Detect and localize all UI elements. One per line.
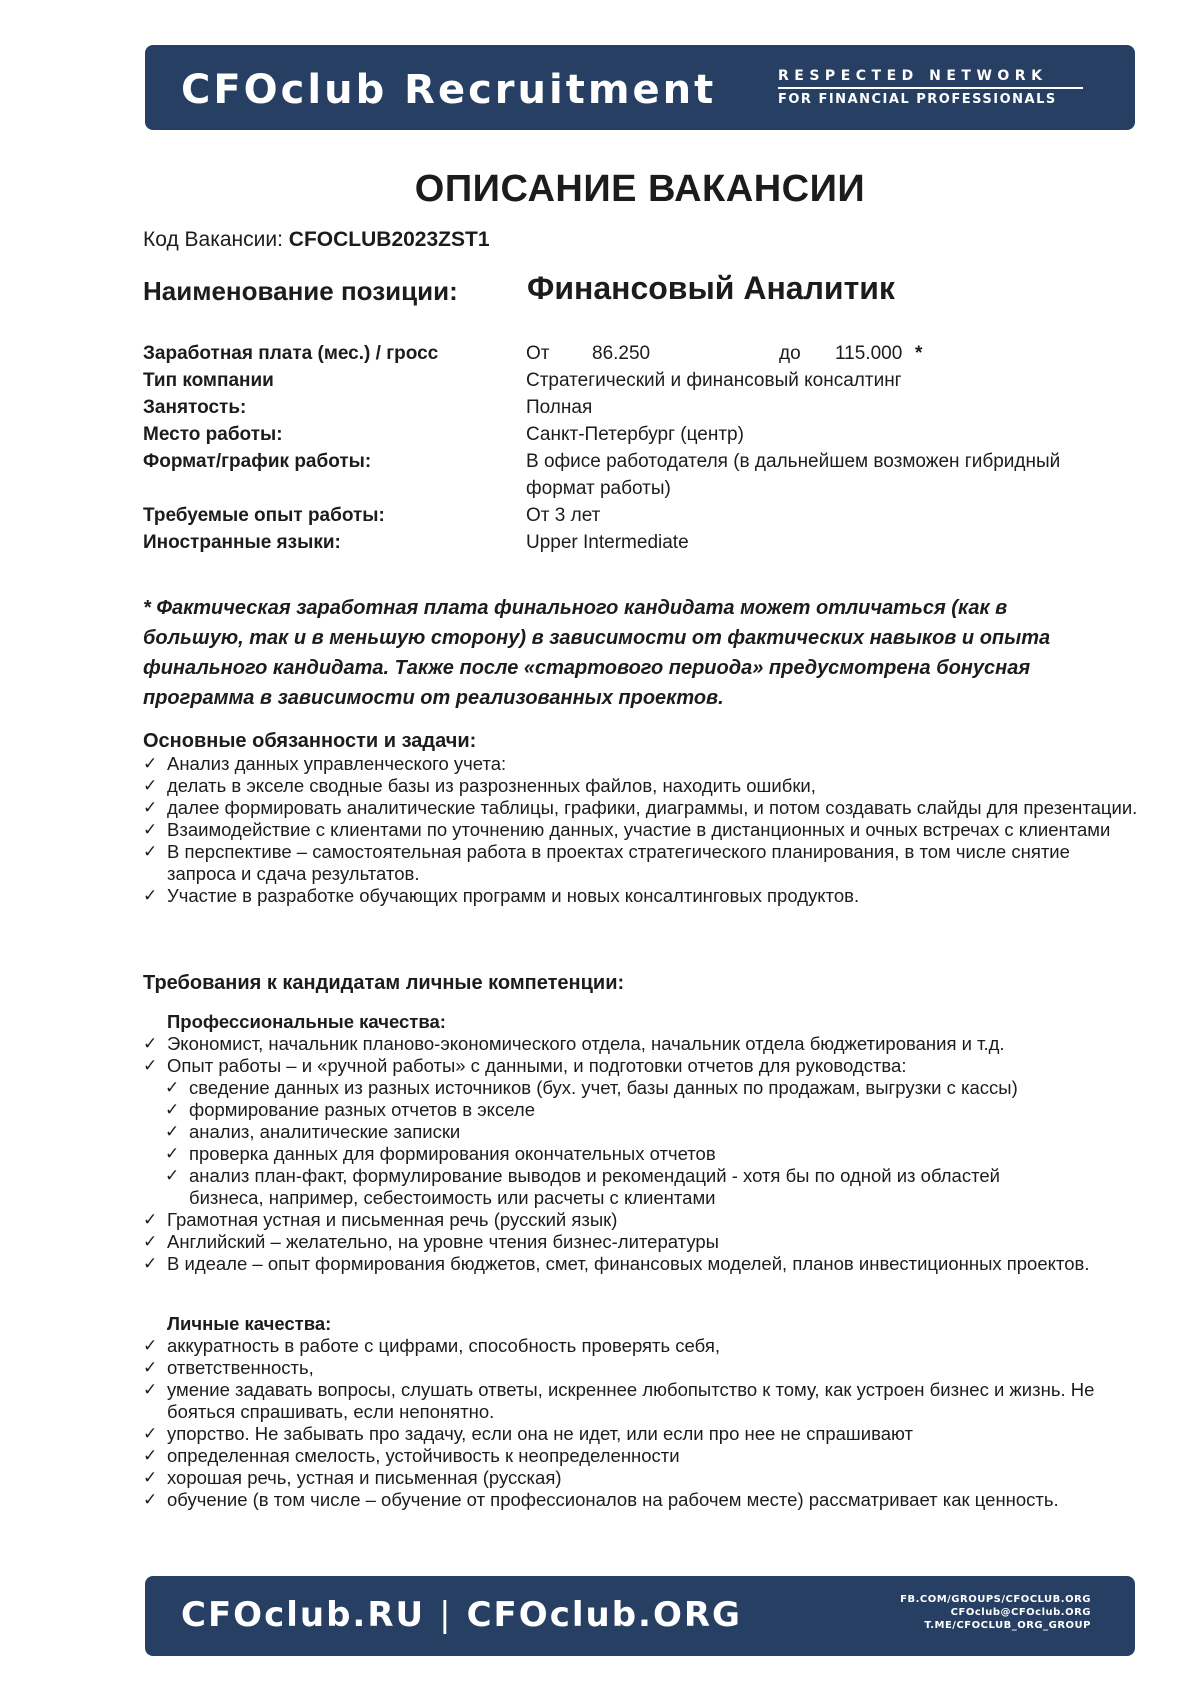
detail-label: Занятость: xyxy=(143,397,247,418)
list-item xyxy=(143,1033,1143,1055)
footer-contacts xyxy=(900,1593,1091,1632)
detail-row xyxy=(143,421,1133,448)
salary-note: * Фактическая заработная плата финального кандидата может отличаться (как в большую, так и в меньшую сторону) в зависимости от фактических навыков и опыта финального кандидата. Также после «стартового периода» предусмотрена бонусная программа в зависимости от реализованных проектов. xyxy=(143,597,1051,709)
detail-row-salary xyxy=(143,340,1133,367)
email-link[interactable]: CFOclub@CFOclub.ORG xyxy=(950,1607,1091,1618)
list-item xyxy=(165,1143,1143,1165)
list-item xyxy=(143,775,1143,797)
list-item-text: умение задавать вопросы, слушать ответы, искреннее любопытство к тому, как устроен бизнес и жизнь. Не бояться спрашивать, если непонятно. xyxy=(167,1379,1095,1422)
list-item-text: Опыт работы – и «ручной работы» с данными, и подготовки отчетов для руководства: xyxy=(167,1055,907,1076)
list-item xyxy=(143,1231,1143,1253)
list-item-text: проверка данных для формирования окончательных отчетов xyxy=(189,1143,716,1164)
check-icon: ✓ xyxy=(143,754,158,773)
list-item xyxy=(165,1099,1143,1121)
brand-logo: CFOclub Recruitment xyxy=(181,67,717,113)
list-item xyxy=(143,1055,1143,1077)
detail-label: Формат/график работы: xyxy=(143,451,372,472)
salary-mark: * xyxy=(915,343,923,364)
list-item-text: делать в экселе сводные базы из разрозненных файлов, находить ошибки, xyxy=(167,775,816,796)
list-item-text: формирование разных отчетов в экселе xyxy=(189,1099,535,1120)
vacancy-code xyxy=(143,228,490,252)
detail-row xyxy=(143,448,1133,502)
check-icon: ✓ xyxy=(143,1254,158,1273)
professional-list xyxy=(143,1011,1143,1275)
detail-row xyxy=(143,529,1133,556)
check-icon: ✓ xyxy=(143,842,158,861)
check-icon: ✓ xyxy=(143,798,158,817)
list-item xyxy=(143,1357,1143,1379)
duties-list xyxy=(143,753,1143,907)
list-item xyxy=(143,1335,1143,1357)
list-item-text: анализ, аналитические записки xyxy=(189,1121,461,1142)
list-item-text: Экономист, начальник планово-экономического отдела, начальник отдела бюджетирования и т.д. xyxy=(167,1033,1005,1054)
detail-label: Иностранные языки: xyxy=(143,532,341,553)
tagline-line2: FOR FINANCIAL PROFESSIONALS xyxy=(778,92,1057,107)
detail-value: Upper Intermediate xyxy=(526,532,689,553)
list-item xyxy=(143,1467,1143,1489)
list-item-text: обучение (в том числе – обучение от профессионалов на рабочем месте) рассматривает как ценность. xyxy=(167,1489,1059,1510)
list-item xyxy=(143,1489,1143,1511)
list-item-text: аккуратность в работе с цифрами, способность проверять себя, xyxy=(167,1335,720,1356)
list-item xyxy=(143,753,1143,775)
list-item xyxy=(143,1379,1143,1423)
list-item xyxy=(143,1445,1143,1467)
detail-row xyxy=(143,394,1133,421)
list-item-text: Грамотная устная и письменная речь (русский язык) xyxy=(167,1209,618,1230)
check-icon: ✓ xyxy=(165,1166,180,1185)
header-banner xyxy=(145,45,1135,130)
personal-title: Личные качества: xyxy=(167,1313,332,1334)
position-label: Наименование позиции: xyxy=(143,276,458,306)
check-icon: ✓ xyxy=(143,1446,158,1465)
list-item xyxy=(165,1121,1143,1143)
list-item xyxy=(143,819,1143,841)
list-item-text: далее формировать аналитические таблицы, графики, диаграммы, и потом создавать слайды для презентации. xyxy=(167,797,1138,818)
brand-tagline xyxy=(778,68,1083,107)
list-item xyxy=(143,885,1143,907)
detail-value: Стратегический и финансовый консалтинг xyxy=(526,370,902,391)
list-item-text: Английский – желательно, на уровне чтения бизнес-литературы xyxy=(167,1231,719,1252)
list-item xyxy=(143,1423,1143,1445)
check-icon: ✓ xyxy=(143,1056,158,1075)
check-icon: ✓ xyxy=(143,1358,158,1377)
check-icon: ✓ xyxy=(143,1380,158,1399)
page-title: ОПИСАНИЕ ВАКАНСИИ xyxy=(414,168,866,210)
footer-banner xyxy=(145,1576,1135,1656)
salary-from-word: От xyxy=(526,343,550,364)
detail-row xyxy=(143,367,1133,394)
list-item xyxy=(143,797,1143,819)
list-item xyxy=(143,841,1143,885)
list-item-text: Взаимодействие с клиентами по уточнению данных, участие в дистанционных и очных встречах с клиентами xyxy=(167,819,1111,840)
salary-to-word: до xyxy=(779,343,801,364)
detail-row xyxy=(143,502,1133,529)
salary-range xyxy=(526,340,1126,367)
site-ru-link[interactable]: CFOclub.RU xyxy=(181,1595,426,1635)
detail-label: Место работы: xyxy=(143,424,283,445)
list-item-text: Участие в разработке обучающих программ и новых консалтинговых продуктов. xyxy=(167,885,860,906)
vacancy-code-label: Код Вакансии: xyxy=(143,228,283,251)
list-item-text: Анализ данных управленческого учета: xyxy=(167,753,507,774)
detail-label: Тип компании xyxy=(143,370,274,391)
requirements-title: Требования к кандидатам личные компетенции: xyxy=(143,972,625,994)
list-item xyxy=(143,1209,1143,1231)
check-icon: ✓ xyxy=(143,776,158,795)
list-item-text: ответственность, xyxy=(167,1357,314,1378)
detail-label: Требуемые опыт работы: xyxy=(143,505,385,526)
list-item xyxy=(143,1253,1143,1275)
list-item-text: сведение данных из разных источников (бух. учет, базы данных по продажам, выгрузки с кассы) xyxy=(189,1077,1018,1098)
list-item xyxy=(165,1165,1143,1209)
list-item-text: В перспективе – самостоятельная работа в проектах стратегического планирования, в том числе снятие запроса и сдача результатов. xyxy=(167,841,1070,884)
list-item-text: В идеале – опыт формирования бюджетов, смет, финансовых моделей, планов инвестиционных проектов. xyxy=(167,1253,1090,1274)
list-item-text: анализ план-факт, формулирование выводов и рекомендаций - хотя бы по одной из областей бизнеса, например, себестоимость или расчеты с клиентами xyxy=(189,1165,1000,1208)
detail-label: Заработная плата (мес.) / гросс xyxy=(143,343,439,364)
salary-to: 115.000 xyxy=(835,343,903,364)
check-icon: ✓ xyxy=(143,886,158,905)
list-item xyxy=(165,1077,1143,1099)
check-icon: ✓ xyxy=(143,1490,158,1509)
check-icon: ✓ xyxy=(143,1468,158,1487)
check-icon: ✓ xyxy=(165,1100,180,1119)
list-item-text: определенная смелость, устойчивость к неопределенности xyxy=(167,1445,680,1466)
tagline-line1: RESPECTED NETWORK xyxy=(778,68,1083,89)
detail-value: Полная xyxy=(526,397,593,418)
footer-sites xyxy=(181,1595,742,1635)
check-icon: ✓ xyxy=(143,1232,158,1251)
professional-title: Профессиональные качества: xyxy=(167,1011,446,1032)
check-icon: ✓ xyxy=(143,1336,158,1355)
vacancy-details xyxy=(143,340,1133,556)
check-icon: ✓ xyxy=(143,1210,158,1229)
salary-from: 86.250 xyxy=(592,343,651,364)
check-icon: ✓ xyxy=(165,1144,180,1163)
check-icon: ✓ xyxy=(165,1122,180,1141)
check-icon: ✓ xyxy=(165,1078,180,1097)
telegram-link[interactable]: T.ME/CFOCLUB_ORG_GROUP xyxy=(924,1620,1091,1631)
detail-value: Санкт-Петербург (центр) xyxy=(526,424,744,445)
check-icon: ✓ xyxy=(143,820,158,839)
list-item-text: упорство. Не забывать про задачу, если она не идет, или если про нее не спрашивают xyxy=(167,1423,913,1444)
check-icon: ✓ xyxy=(143,1034,158,1053)
vacancy-code-value: CFOCLUB2023ZST1 xyxy=(288,228,490,251)
detail-value: От 3 лет xyxy=(526,505,601,526)
footer-separator: | xyxy=(439,1595,453,1635)
list-item-text: хорошая речь, устная и письменная (русская) xyxy=(167,1467,562,1488)
personal-list xyxy=(143,1313,1143,1511)
duties-title: Основные обязанности и задачи: xyxy=(143,730,477,752)
facebook-link[interactable]: FB.COM/GROUPS/CFOCLUB.ORG xyxy=(900,1594,1091,1605)
site-org-link[interactable]: CFOclub.ORG xyxy=(466,1595,742,1635)
detail-value: В офисе работодателя (в дальнейшем возможен гибридный формат работы) xyxy=(526,451,1061,499)
position-value: Финансовый Аналитик xyxy=(527,270,895,306)
check-icon: ✓ xyxy=(143,1424,158,1443)
